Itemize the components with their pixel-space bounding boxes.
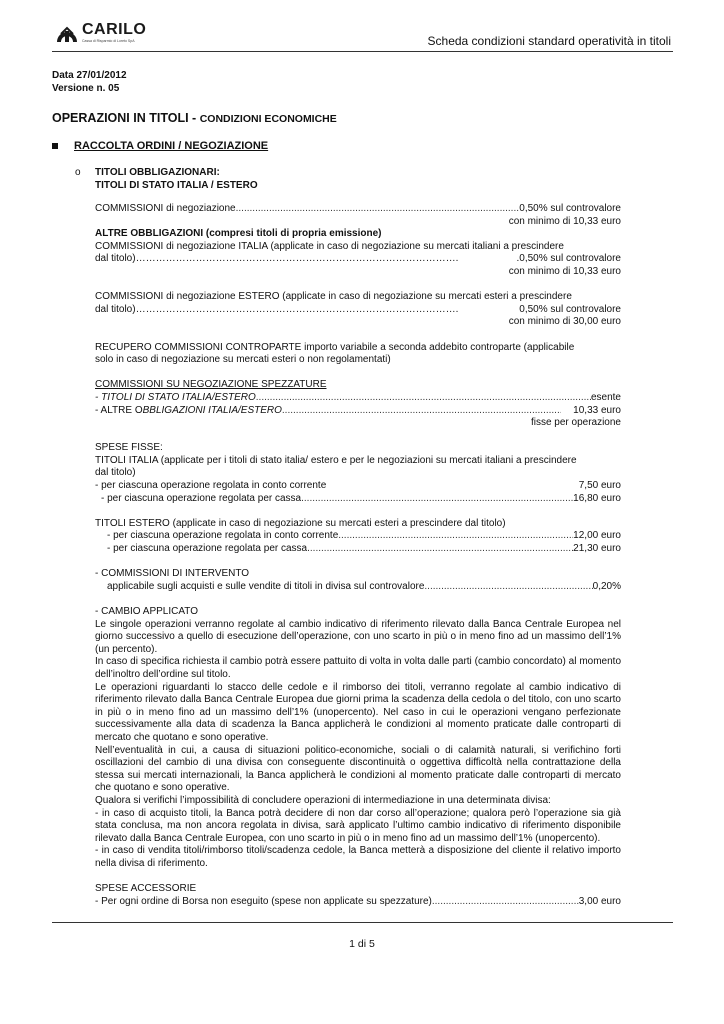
leader-dots xyxy=(256,392,591,405)
italia-cassa-label: - per ciascuna operazione regolata per cassa xyxy=(101,492,302,504)
italia-cassa-row xyxy=(95,493,621,506)
estero-cassa-value: 21,30 euro xyxy=(573,543,621,555)
main-title xyxy=(52,111,337,125)
spezzature-value-1: esente xyxy=(590,391,621,403)
accessorie-title: SPESE ACCESSORIE xyxy=(95,883,197,895)
italia-commission-text: COMMISSIONI di negoziazione ITALIA (applicate in caso di negoziazione su mercati italiani a prescindere xyxy=(95,240,564,252)
estero-commission-minimum: con minimo di 30,00 euro xyxy=(508,316,621,328)
italia-cc-row xyxy=(95,480,621,493)
sub-heading-line2: TITOLI DI STATO ITALIA / ESTERO xyxy=(95,180,258,191)
cambio-paragraph-7: - in caso di vendita titoli/rimborso titoli/scadenza cedole, la Banca metterà a disposizione del cliente il relativo importo nella divisa di riferimento. xyxy=(95,845,621,869)
document-version: Versione n. 05 xyxy=(52,83,120,94)
intervento-value: 0,20% xyxy=(592,580,621,592)
leader-dots xyxy=(432,896,579,909)
cambio-paragraph-1: Le singole operazioni verranno regolate al cambio indicativo di riferimento rilevato dalla Banca Centrale Europea nel giorno successivo a quello di esecuzione dell’operazione, con uno scarto in più o in meno fino ad un massimo dell’1% (un percento). xyxy=(95,618,621,655)
spezzature-label-2b: BBLIGAZIONI ITALIA/ESTERO xyxy=(142,404,282,416)
cambio-paragraph-5: Qualora si verifichi l’impossibilità di concludere operazioni di intermediazione in una determinata divisa: xyxy=(95,794,551,806)
accessorie-value: 3,00 euro xyxy=(578,895,621,907)
commission-row xyxy=(95,203,621,216)
cambio-paragraph-6: - in caso di acquisto titoli, la Banca potrà decidere di non dar corso all’operazione; qualora però l’operazione sia già stata conclusa, ma non ancora regolata in divisa, sarà applicato l’ultimo cambio indicativo di riferimento disponibile rilevato dalla Banca Centrale Europea, con uno scarto in più o in meno fino ad un massimo dell’1% (unopercento). xyxy=(95,807,621,844)
leader-dots xyxy=(282,405,561,418)
logo-mark-icon xyxy=(55,22,79,44)
commission-minimum: con minimo di 10,33 euro xyxy=(508,215,621,227)
main-title-part1: OPERAZIONI IN TITOLI - xyxy=(52,111,200,125)
circle-bullet-icon: o xyxy=(75,167,81,178)
estero-commission-label: dal titolo)……………………………………………………………………………………. xyxy=(95,303,459,315)
italia-commission-minimum: con minimo di 10,33 euro xyxy=(508,265,621,277)
intervento-label: applicabile sugli acquisti e sulle vendite di titoli in divisa sul controvalore xyxy=(107,580,425,592)
section-title: RACCOLTA ORDINI / NEGOZIAZIONE xyxy=(74,140,269,152)
spezzature-note: fisse per operazione xyxy=(530,417,621,429)
logo-subtext: Cassa di Risparmio di Loreto SpA xyxy=(82,39,135,43)
cambio-title: - CAMBIO APPLICATO xyxy=(95,606,198,617)
spezzature-label-1: - TITOLI DI STATO ITALIA/ESTERO xyxy=(95,391,256,403)
spezzature-label-2a: - ALTRE O xyxy=(95,404,143,416)
italia-commission-label: dal titolo)……………………………………………………………………………………. xyxy=(95,253,459,265)
header-title: Scheda condizioni standard operatività in titoli xyxy=(427,34,671,48)
document-meta xyxy=(52,69,127,95)
leader-dots xyxy=(307,543,573,556)
commission-value: 0,50% sul controvalore xyxy=(519,203,621,214)
carilo-logo xyxy=(55,20,145,46)
intervento-title: - COMMISSIONI DI INTERVENTO xyxy=(95,568,250,580)
italia-commission-row xyxy=(95,253,621,266)
italia-cc-value: 7,50 euro xyxy=(578,480,621,492)
commission-label: COMMISSIONI di negoziazione xyxy=(95,203,236,214)
estero-commission-text: COMMISSIONI di negoziazione ESTERO (applicate in caso di negoziazione su mercati esteri a prescindere xyxy=(95,291,572,303)
leader-dots xyxy=(301,493,573,506)
estero-cc-label: - per ciascuna operazione regolata in conto corrente xyxy=(107,530,339,542)
italia-cc-label: - per ciascuna operazione regolata in conto corrente xyxy=(95,480,327,492)
spese-fisse-italia-line2: dal titolo) xyxy=(95,467,136,479)
estero-cc-row xyxy=(95,530,621,543)
estero-cassa-label: - per ciascuna operazione regolata per cassa xyxy=(107,543,308,555)
page-number: 1 di 5 xyxy=(349,938,375,950)
leader-dots xyxy=(236,203,520,216)
spezzature-row-1 xyxy=(95,392,621,405)
italia-commission-value: .0,50% sul controvalore xyxy=(516,253,621,265)
estero-cc-value: 12,00 euro xyxy=(573,530,621,542)
document-date: Data 27/01/2012 xyxy=(52,70,127,81)
recupero-line1: RECUPERO COMMISSIONI CONTROPARTE importo variabile a seconda addebito controparte (applicabile xyxy=(95,341,575,353)
spezzature-row-2 xyxy=(95,405,621,418)
logo-text: CARILO xyxy=(82,21,147,38)
spese-fisse-title: SPESE FISSE: xyxy=(95,442,163,454)
spese-fisse-estero-line1: TITOLI ESTERO (applicate in caso di negoziazione su mercati esteri a prescindere dal titolo) xyxy=(95,517,506,529)
sub-heading xyxy=(95,166,258,192)
footer-rule xyxy=(52,922,673,923)
square-bullet-icon xyxy=(52,143,58,149)
estero-commission-value: 0,50% sul controvalore xyxy=(519,303,621,315)
intervento-row xyxy=(95,581,621,594)
section-heading xyxy=(52,140,268,152)
cambio-paragraph-3: Le operazioni riguardanti lo stacco delle cedole e il rimborso dei titoli, verranno regolate al cambio indicativo di riferimento rilevato dalla Banca Centrale Europea due giorni prima la scadenza della cedola o del titolo, con uno scarto in più o in meno fino ad un massimo dell’1% (unopercento). Nel caso in cui le operazioni vengano perfezionate successivamente alla data di scadenza la Banca applicherà le condizioni al momento praticate dalle controparti di mercato che quotano e sono operative. xyxy=(95,681,621,743)
spezzature-value-2: 10,33 euro xyxy=(573,404,621,416)
spezzature-title: COMMISSIONI SU NEGOZIAZIONE SPEZZATURE xyxy=(95,379,327,391)
estero-commission-row xyxy=(95,304,621,317)
header-rule xyxy=(52,51,673,52)
cambio-paragraph-4: Nell’eventualità in cui, a causa di situazioni politico-economiche, sociali o di calamità naturali, si verifichino forti oscillazioni del cambio di una divisa con conseguente discontinuità o oggettiva difficoltà nella contrattazione della stessa sui mercati internazionali, la Banca applicherà le condizioni al momento praticate dalle controparti di mercato che quotano e sono operative. xyxy=(95,744,621,794)
sub-heading-line1: TITOLI OBBLIGAZIONARI: xyxy=(95,167,220,178)
leader-dots xyxy=(424,581,592,594)
altre-obbligazioni-title: ALTRE OBBLIGAZIONI (compresi titoli di propria emissione) xyxy=(95,228,382,240)
spese-fisse-italia-line1: TITOLI ITALIA (applicate per i titoli di stato italia/ estero e per le negoziazioni su mercati italiani a prescindere xyxy=(95,454,577,466)
cambio-paragraph-2: In caso di specifica richiesta il cambio potrà essere pattuito di volta in volta dalle parti (cambio concordato) al momento dell’inoltro dell’ordine sul titolo. xyxy=(95,656,621,680)
italia-cassa-value: 16,80 euro xyxy=(573,492,621,504)
recupero-line2: solo in caso di negoziazione su mercati esteri o non regolamentati) xyxy=(95,354,391,366)
leader-dots xyxy=(338,530,573,543)
accessorie-row xyxy=(95,896,621,909)
accessorie-label: - Per ogni ordine di Borsa non eseguito (spese non applicate su spezzature) xyxy=(95,895,432,907)
main-title-part2: CONDIZIONI ECONOMICHE xyxy=(199,113,337,125)
document-body xyxy=(95,203,621,908)
estero-cassa-row xyxy=(95,543,621,556)
